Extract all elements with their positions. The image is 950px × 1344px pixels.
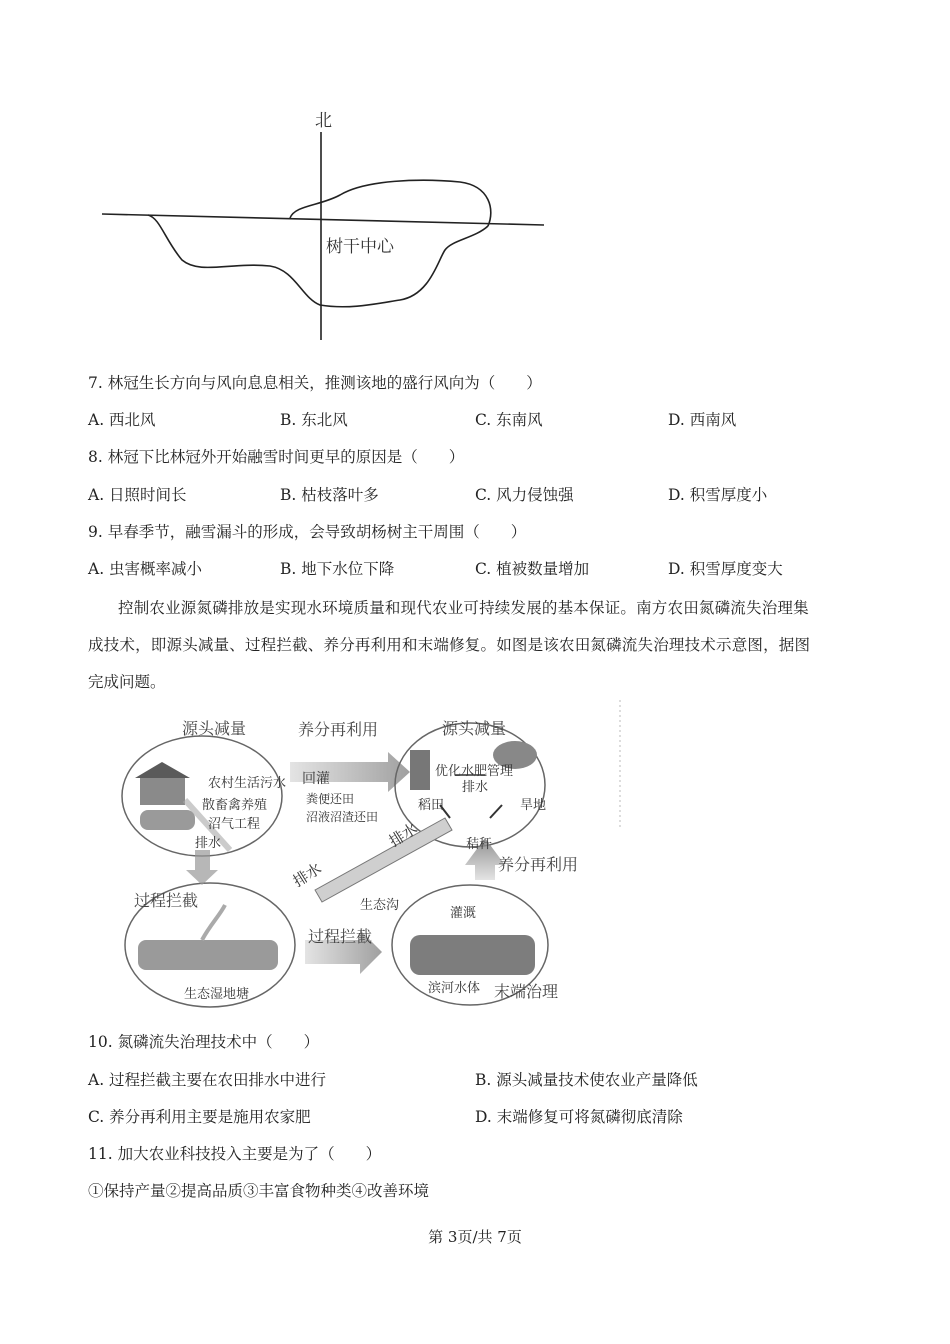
tl-title: 源头减量	[182, 719, 247, 738]
tl-drain: 排水	[195, 836, 222, 851]
tl-item-2: 散畜禽养殖	[202, 798, 268, 813]
q10-option-b: B. 源头减量技术使农业产量降低	[475, 1071, 698, 1089]
q8-option-b: B. 枯枝落叶多	[280, 486, 379, 504]
br-item: 滨河水体	[428, 981, 481, 996]
trunk-center-label: 树干中心	[326, 237, 394, 257]
page-number: 第 3页/共 7页	[428, 1228, 522, 1246]
bl-item: 生态湿地塘	[184, 987, 250, 1002]
q9-option-c: C. 植被数量增加	[475, 560, 590, 578]
q9-option-a: A. 虫害概率减小	[88, 560, 203, 578]
canopy-figure	[90, 100, 560, 350]
diag-drain-2: 排水	[289, 859, 325, 891]
tr-item-4: 旱地	[520, 798, 547, 813]
question-11: 11. 加大农业科技投入主要是为了（ ）	[88, 1145, 382, 1163]
q8-option-a: A. 日照时间长	[88, 486, 187, 504]
q7-option-b: B. 东北风	[280, 411, 348, 429]
q7-option-c: C. 东南风	[475, 411, 543, 429]
q9-option-b: B. 地下水位下降	[280, 560, 395, 578]
right-arrow-label: 养分再利用	[498, 855, 579, 874]
question-9: 9. 早春季节，融雪漏斗的形成，会导致胡杨树主干周围（ ）	[88, 523, 527, 541]
q10-option-c: C. 养分再利用主要是施用农家肥	[88, 1108, 311, 1126]
question-10: 10. 氮磷流失治理技术中（ ）	[88, 1033, 320, 1051]
tr-title: 源头减量	[442, 719, 507, 738]
q8-option-c: C. 风力侵蚀强	[475, 486, 574, 504]
top-arrow-label: 养分再利用	[298, 720, 379, 739]
q7-option-d: D. 西南风	[668, 411, 737, 429]
mid-text-1: 回灌	[302, 771, 330, 787]
q11-statements: ①保持产量②提高品质③丰富食物种类④改善环境	[88, 1182, 430, 1200]
br-title: 末端治理	[494, 982, 559, 1001]
bottom-arrow-label: 过程拦截	[308, 927, 373, 946]
north-label: 北	[315, 111, 332, 131]
tl-item-1: 农村生活污水	[208, 776, 287, 791]
question-7: 7. 林冠生长方向与风向息息相关，推测该地的盛行风向为（ ）	[88, 374, 542, 392]
question-8: 8. 林冠下比林冠外开始融雪时间更早的原因是（ ）	[88, 448, 465, 466]
tr-item-1: 优化水肥管理	[435, 764, 514, 779]
q9-option-d: D. 积雪厚度变大	[668, 560, 783, 578]
passage-line-1: 控制农业源氮磷排放是实现水环境质量和现代农业可持续发展的基本保证。南方农田氮磷流失治理集	[118, 599, 809, 617]
q7-option-a: A. 西北风	[88, 411, 156, 429]
bl-title: 过程拦截	[134, 891, 199, 910]
q8-option-d: D. 积雪厚度小	[668, 486, 768, 504]
eco-ditch: 生态沟	[360, 898, 400, 913]
br-top: 灌溉	[450, 906, 477, 921]
nitrogen-phosphorus-figure	[110, 700, 625, 1020]
tr-item-5: 秸秆	[466, 837, 493, 852]
tr-item-3: 稻田	[418, 798, 445, 813]
passage-line-3: 完成问题。	[88, 673, 166, 691]
tr-item-2: 排水	[462, 780, 489, 795]
passage-line-2: 成技术，即源头减量、过程拦截、养分再利用和末端修复。如图是该农田氮磷流失治理技术示意图，据图	[88, 636, 811, 654]
tl-item-3: 沼气工程	[208, 817, 261, 832]
mid-text-2: 粪便还田	[306, 792, 355, 806]
diag-drain-1: 排水	[385, 819, 421, 851]
mid-text-3: 沼液沼渣还田	[306, 810, 379, 824]
q10-option-d: D. 末端修复可将氮磷彻底清除	[475, 1108, 683, 1126]
canopy-diagram	[90, 100, 560, 350]
q10-option-a: A. 过程拦截主要在农田排水中进行	[88, 1071, 327, 1089]
